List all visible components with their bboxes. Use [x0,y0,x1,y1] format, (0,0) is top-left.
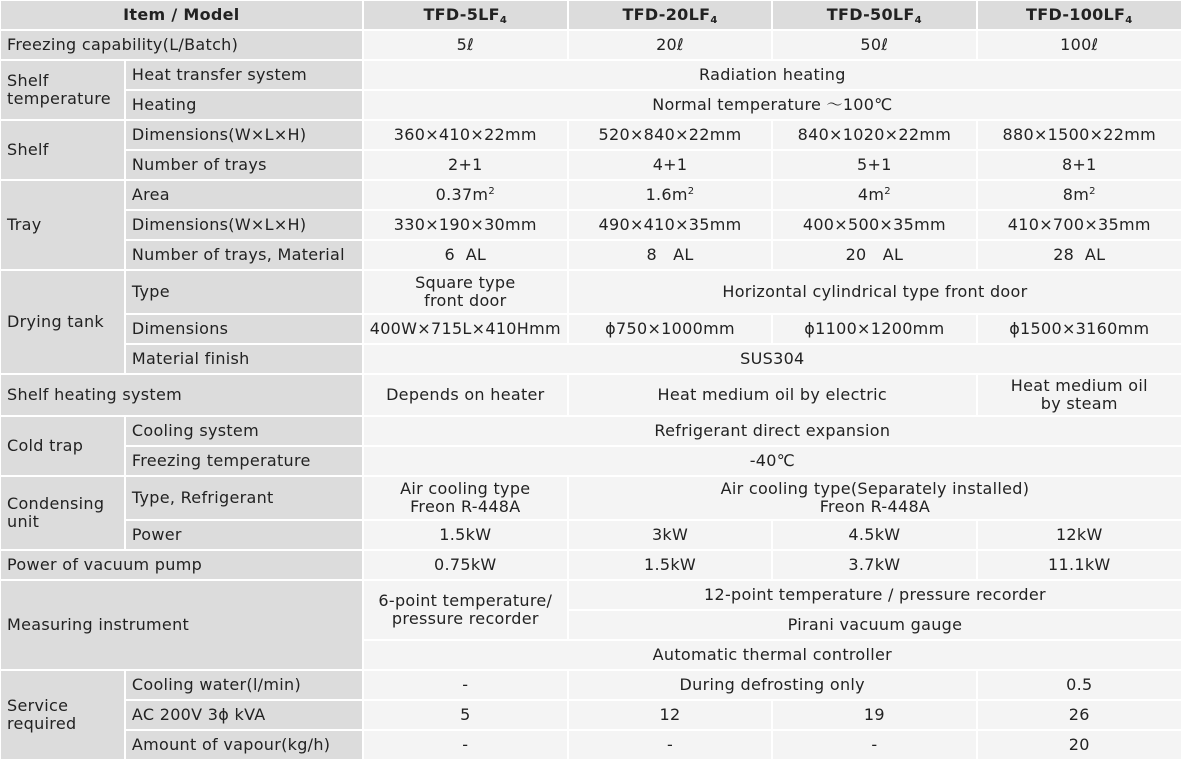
value-defrosting: During defrosting only [569,671,976,699]
cell-value: 11.1kW [978,551,1181,579]
cell-value: 5ℓ [364,31,567,59]
row-tank-type [1,271,1181,313]
label-freezing-temperature: Freezing temperature [126,447,362,475]
cell-value: 19 [773,701,975,729]
header-model-4: TFD-$100LF_4$ [978,1,1181,29]
cell-value: 100ℓ [978,31,1181,59]
row-tray-area [1,181,1181,209]
header-item-model: Item / Model [1,1,362,29]
cell-value: - [364,731,567,759]
group-condensing-unit: Condensing unit [1,477,124,549]
cell-value: $8m^2$ [978,181,1181,209]
value-cooling-system: Refrigerant direct expansion [364,417,1181,445]
cell-value: 410×700×35mm [978,211,1181,239]
cell-value: Heat medium oil by steam [978,375,1181,415]
label-measuring-instrument: Measuring instrument [1,581,362,669]
label-freezing-capability: Freezing capability(L/Batch) [1,31,362,59]
label-tank-dimensions: Dimensions [126,315,362,343]
cell-value: 0.75kW [364,551,567,579]
label-shelf-trays: Number of trays [126,151,362,179]
cell-value: $1.6m^2$ [569,181,771,209]
row-condensing-power [1,521,1181,549]
value-thermal-controller: Automatic thermal controller [364,641,1181,669]
label-tank-type: Type [126,271,362,313]
label-heat-transfer: Heat transfer system [126,61,362,89]
cell-value: 490×410×35mm [569,211,771,239]
value-pirani-gauge: Pirani vacuum gauge [569,611,1181,639]
row-condensing-type [1,477,1181,519]
cell-value: 28 AL [978,241,1181,269]
group-shelf-temperature: Shelf temperature [1,61,124,119]
header-row [1,1,1181,29]
label-tray-material: Number of trays, Material [126,241,362,269]
value-tank-finish: SUS304 [364,345,1181,373]
row-vapour [1,731,1181,759]
label-ac-power: AC 200V 3ϕ kVA [126,701,362,729]
label-condensing-type: Type, Refrigerant [126,477,362,519]
cell-value: 20 AL [773,241,975,269]
cell-value: Air cooling type Freon R-448A [364,477,567,519]
cell-value: Square type front door [364,271,567,313]
row-measuring-recorder [1,581,1181,609]
cell-value: 3kW [569,521,771,549]
label-tray-area: Area [126,181,362,209]
cell-value: 1.5kW [569,551,771,579]
row-heat-transfer [1,61,1181,89]
cell-value: $4m^2$ [773,181,975,209]
cell-value: Depends on heater [364,375,567,415]
cell-value: 2+1 [364,151,567,179]
cell-value: 880×1500×22mm [978,121,1181,149]
value-recorder: 12-point temperature / pressure recorder [569,581,1181,609]
cell-value: 400×500×35mm [773,211,975,239]
row-shelf-trays [1,151,1181,179]
cell-value: - [364,671,567,699]
cell-value: 26 [978,701,1181,729]
group-cold-trap: Cold trap [1,417,124,475]
cell-value: 400W×715L×410Hmm [364,315,567,343]
value-freezing-temperature: -40℃ [364,447,1181,475]
cell-value: ϕ1100×1200mm [773,315,975,343]
header-model-3: TFD-$50LF_4$ [773,1,975,29]
cell-value: 360×410×22mm [364,121,567,149]
cell-value: 6 AL [364,241,567,269]
cell-value: 1.5kW [364,521,567,549]
row-freezing-temperature [1,447,1181,475]
header-model-2: TFD-$20LF_4$ [569,1,771,29]
label-cooling-water: Cooling water(l/min) [126,671,362,699]
value-heating: Normal temperature ～100℃ [364,91,1181,119]
cell-value: 4+1 [569,151,771,179]
row-shelf-dimensions [1,121,1181,149]
label-cooling-system: Cooling system [126,417,362,445]
cell-value: - [773,731,975,759]
cell-value: 8+1 [978,151,1181,179]
row-vacuum-pump [1,551,1181,579]
cell-value: 12kW [978,521,1181,549]
row-tank-dimensions [1,315,1181,343]
cell-value: ϕ750×1000mm [569,315,771,343]
header-model-1: TFD-$5LF_4$ [364,1,567,29]
value-shelf-heating-electric: Heat medium oil by electric [569,375,976,415]
cell-value: 50ℓ [773,31,975,59]
group-service-required: Service required [1,671,124,759]
label-tank-finish: Material finish [126,345,362,373]
row-cooling-water [1,671,1181,699]
label-tray-dimensions: Dimensions(W×L×H) [126,211,362,239]
row-tray-material [1,241,1181,269]
cell-value: 3.7kW [773,551,975,579]
row-heating [1,91,1181,119]
value-condensing-type: Air cooling type(Separately installed) Freon R-448A [569,477,1181,519]
cell-value: 6-point temperature/ pressure recorder [364,581,567,639]
label-shelf-dimensions: Dimensions(W×L×H) [126,121,362,149]
row-tray-dimensions [1,211,1181,239]
cell-value: 20 [978,731,1181,759]
row-shelf-heating [1,375,1181,415]
value-tank-type: Horizontal cylindrical type front door [569,271,1181,313]
cell-value: 12 [569,701,771,729]
label-shelf-heating: Shelf heating system [1,375,362,415]
cell-value: ϕ1500×3160mm [978,315,1181,343]
row-cooling-system [1,417,1181,445]
label-vapour: Amount of vapour(kg/h) [126,731,362,759]
row-freezing-capability [1,31,1181,59]
row-ac-power [1,701,1181,729]
cell-value: - [569,731,771,759]
value-heat-transfer: Radiation heating [364,61,1181,89]
group-tray: Tray [1,181,124,269]
cell-value: 840×1020×22mm [773,121,975,149]
cell-value: 20ℓ [569,31,771,59]
label-condensing-power: Power [126,521,362,549]
cell-value: 330×190×30mm [364,211,567,239]
group-shelf: Shelf [1,121,124,179]
cell-value: 520×840×22mm [569,121,771,149]
cell-value: $0.37m^2$ [364,181,567,209]
cell-value: 8 AL [569,241,771,269]
cell-value: 5 [364,701,567,729]
cell-value: 5+1 [773,151,975,179]
label-heating: Heating [126,91,362,119]
cell-value: 0.5 [978,671,1181,699]
row-tank-finish [1,345,1181,373]
label-vacuum-pump: Power of vacuum pump [1,551,362,579]
cell-value: 4.5kW [773,521,975,549]
group-drying-tank: Drying tank [1,271,124,373]
